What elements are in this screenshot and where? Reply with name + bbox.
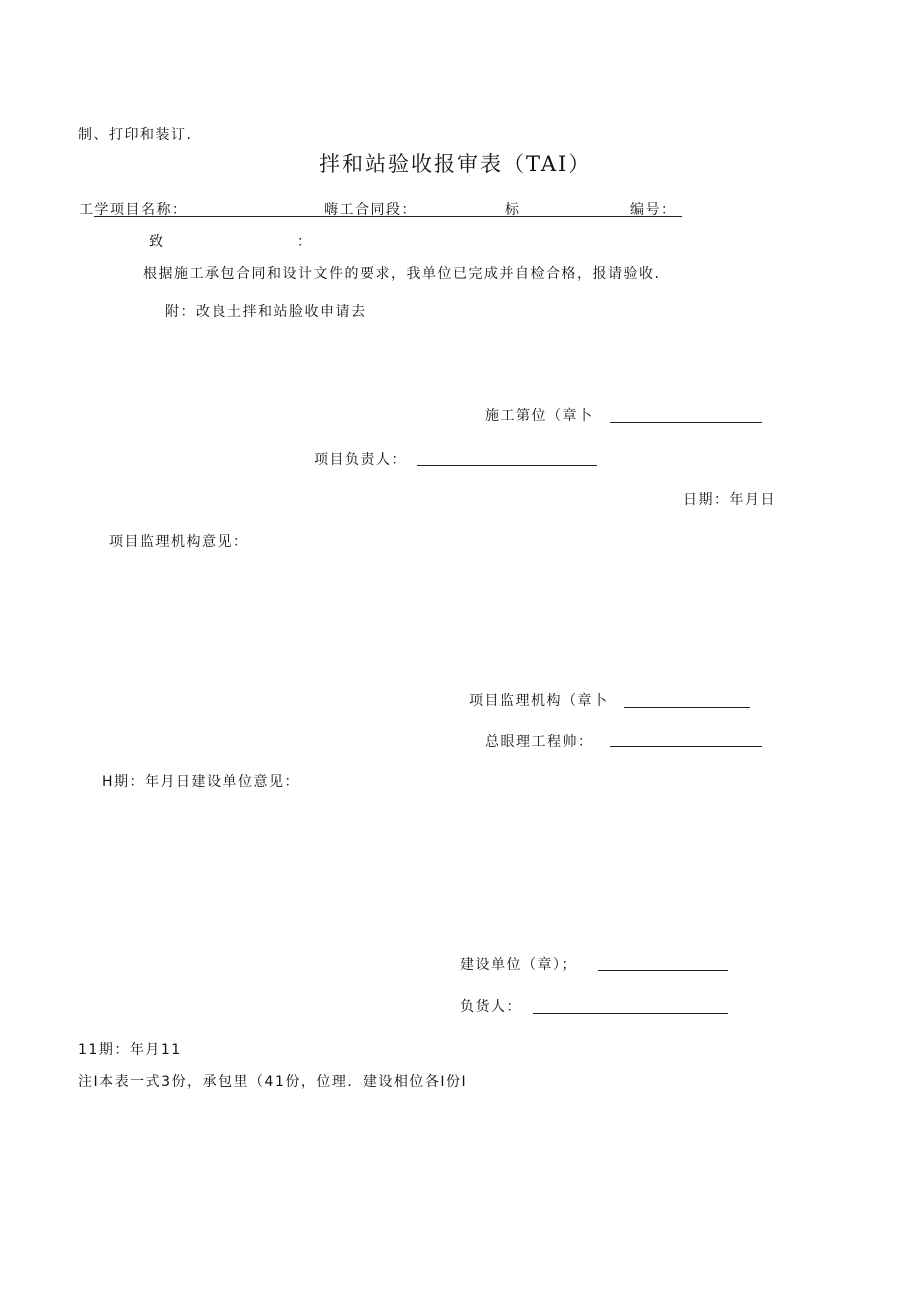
bid-label: 标 bbox=[505, 202, 521, 218]
project-name-label: 工学项目名称： bbox=[79, 202, 188, 218]
chief-engineer-line bbox=[610, 746, 762, 747]
supervision-opinion-label: 项目监理机构意见： bbox=[109, 534, 249, 550]
owner-unit-line bbox=[598, 970, 728, 971]
form-title: 拌和站验收报审表（TAI） bbox=[319, 152, 592, 176]
top-note: 制、打印和装订. bbox=[78, 127, 193, 143]
supervision-date-owner-opinion: H期：年月日建设单位意见： bbox=[102, 774, 301, 790]
owner-person-label: 负货人： bbox=[460, 999, 522, 1015]
project-manager-label: 项目负责人： bbox=[314, 452, 407, 468]
contractor-unit-label: 施工第位（章卜 bbox=[485, 408, 594, 424]
owner-unit-label: 建设单位（章）； bbox=[460, 957, 577, 973]
contractor-date-label: 日期：年月日 bbox=[683, 492, 776, 508]
chief-engineer-label: 总眼理工程帅： bbox=[485, 734, 594, 750]
footnote: 注Ⅰ本表一式3份，承包里（41份，位理．建设相位各Ⅰ份Ⅰ bbox=[78, 1074, 468, 1090]
contract-section-label: 嗨工合同段： bbox=[324, 202, 417, 218]
number-label: 编号： bbox=[630, 202, 677, 218]
owner-person-line bbox=[533, 1013, 728, 1014]
supervision-org-label: 项目监理机构（章卜 bbox=[469, 693, 609, 709]
attachment-text: 附：改良土拌和站脸收申请去 bbox=[165, 304, 367, 320]
owner-date-label: 11期：年月11 bbox=[78, 1042, 182, 1058]
project-manager-line bbox=[417, 465, 597, 466]
contractor-unit-line bbox=[610, 422, 762, 423]
body-text: 根据施工承包合同和设计文件的要求，我单位已完成并自检合格，报请验收. bbox=[143, 266, 661, 282]
to-label: 致 bbox=[149, 234, 165, 250]
supervision-org-line bbox=[624, 707, 750, 708]
to-colon: ： bbox=[297, 234, 313, 250]
